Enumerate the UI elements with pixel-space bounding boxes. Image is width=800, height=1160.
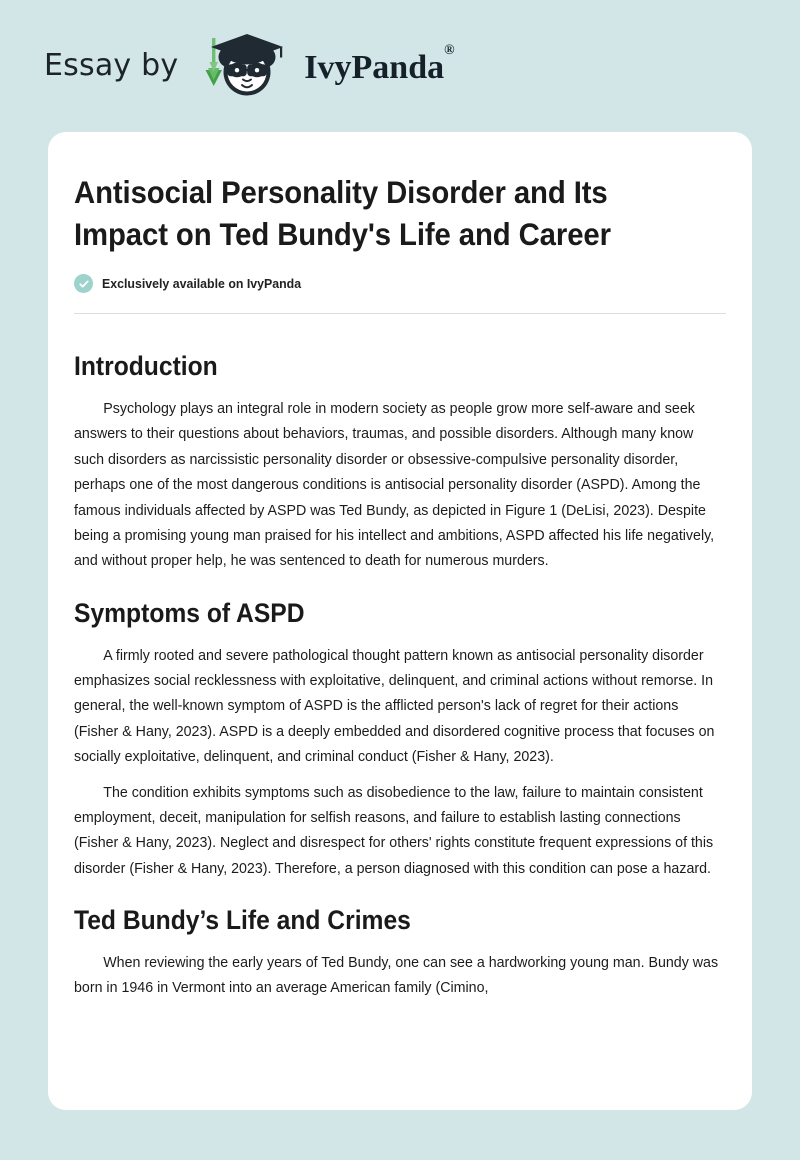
paragraph: When reviewing the early years of Ted Bundy, one can see a hardworking young man. Bundy was born in 1946 in Vermont into an average American family (Cimino, bbox=[74, 955, 719, 997]
document-inner bbox=[48, 132, 752, 1002]
section-heading-ted-bundys-life-and-crimes: Ted Bundy’s Life and Crimes bbox=[74, 905, 411, 936]
ivypanda-panda-graduate-logo-icon bbox=[192, 30, 296, 102]
header-divider bbox=[74, 313, 726, 314]
paragraph: A firmly rooted and severe pathological thought pattern known as antisocial personality disorder emphasizes social recklessness with exploitative, delinquent, and criminal actions without remorse. In general, the well-known symptom of ASPD is the afflicted person's lack of regret for their actions (Fisher & Hany, 2023). ASPD is a deeply embedded and disordered cognitive process that focuses on socially exploitative, delinquent, and criminal conduct (Fisher & Hany, 2023). bbox=[74, 647, 715, 766]
section-heading-introduction: Introduction bbox=[74, 351, 218, 382]
check-circle-icon bbox=[74, 274, 93, 293]
status-badge-label: Exclusively available on IvyPanda bbox=[102, 276, 302, 292]
document-body bbox=[74, 322, 726, 1002]
wordmark-text: IvyPanda bbox=[304, 49, 445, 86]
document-card bbox=[48, 132, 752, 1110]
paragraph: The condition exhibits symptoms such as disobedience to the law, failure to maintain consistent employment, deceit, manipulation for selfish reasons, and failure to establish lasting connections (Fisher & Hany, 2023). Neglect and disrespect for others' rights constitute frequent expressions of this disorder (Fisher & Hany, 2023). Therefore, a person diagnosed with this condition can pose a hazard. bbox=[74, 784, 714, 877]
page-title: Antisocial Personality Disorder and Its Impact on Ted Bundy's Life and Career bbox=[74, 174, 611, 252]
registered-trademark-mark: ® bbox=[444, 42, 455, 58]
brand-header bbox=[44, 30, 455, 102]
section-heading-symptoms-of-aspd: Symptoms of ASPD bbox=[74, 597, 305, 628]
status-badge bbox=[74, 274, 726, 293]
ivypanda-wordmark bbox=[304, 42, 455, 86]
ivypanda-logo-link[interactable] bbox=[192, 30, 454, 102]
paragraph: Psychology plays an integral role in modern society as people grow more self-aware and seek answers to their questions about behaviors, traumas, and possible disorders. Although many know such disorders as narcissistic personality disorder or obsessive-compulsive personality disorder, perhaps one of the most dangerous conditions is antisocial personality disorder (ASPD). Among the famous individuals affected by ASPD was Ted Bundy, as depicted in Figure 1 (DeLisi, 2023). Despite being a promising young man praised for his intellect and ambitions, ASPD affected his life negatively, and without proper help, he was sentenced to death for numerous murders. bbox=[74, 400, 715, 570]
essay-by-label: Essay by bbox=[44, 48, 179, 83]
